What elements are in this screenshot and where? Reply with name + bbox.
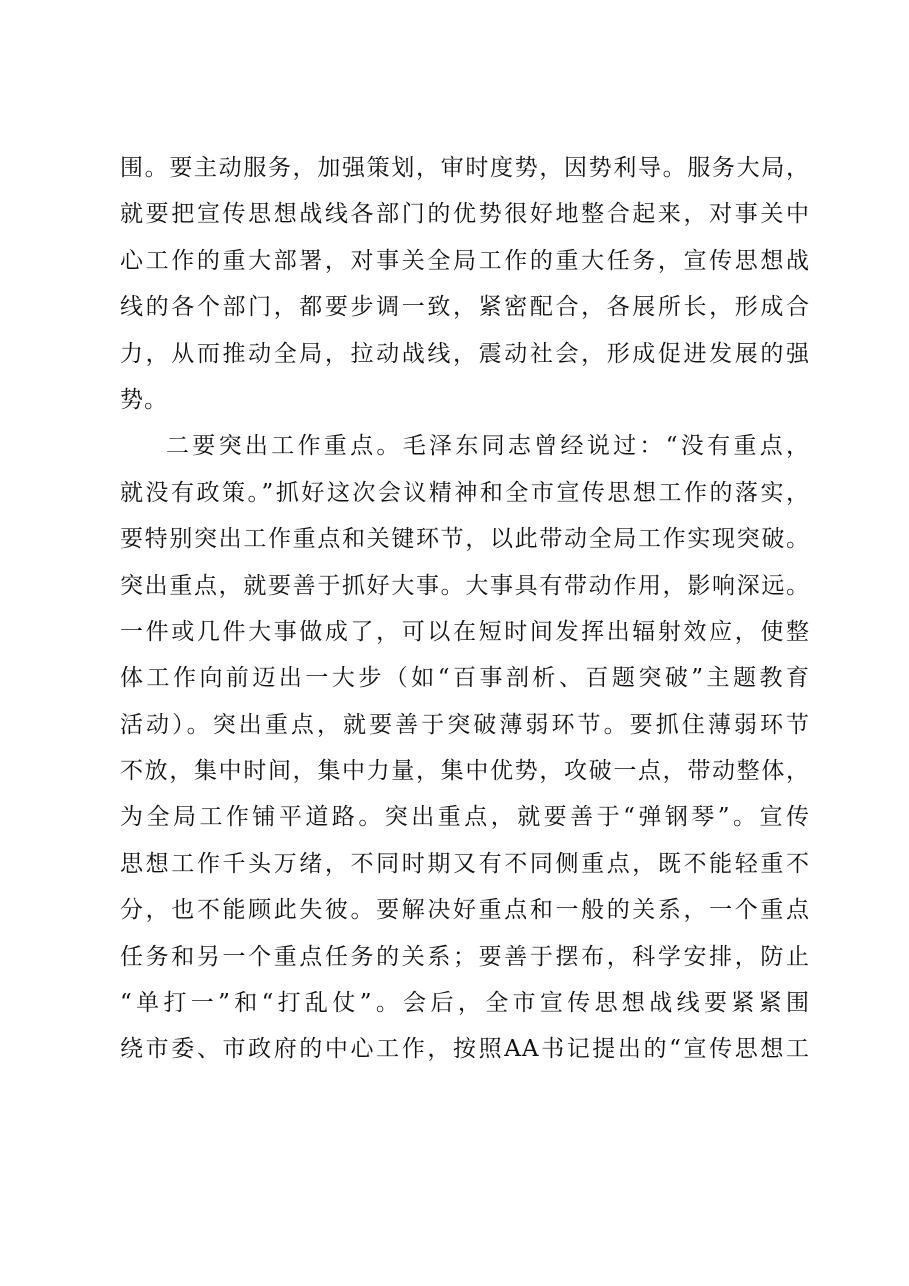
text-line: 一件或几件大事做成了，可以在短时间发挥出辐射效应，使整: [120, 618, 810, 645]
text-line: 势。: [120, 386, 168, 413]
paragraph-1: [120, 145, 810, 423]
text-line: 二要突出工作重点。毛泽东同志曾经说过：“没有重点，: [166, 433, 810, 460]
text-line: 活动）。突出重点，就要善于突破薄弱环节。要抓住薄弱环节: [120, 711, 810, 738]
text-line: 为全局工作铺平道路。突出重点，就要善于“弹钢琴”。宣传: [120, 804, 810, 831]
text-line: 要特别突出工作重点和关键环节，以此带动全局工作实现突破。: [120, 526, 810, 553]
text-line: 心工作的重大部署，对事关全局工作的重大任务，宣传思想战: [120, 247, 810, 274]
text-line: 任务和另一个重点任务的关系；要善于摆布，科学安排，防止: [120, 943, 810, 970]
text-line: 围。要主动服务，加强策划，审时度势，因势利导。服务大局，: [120, 155, 810, 181]
text-line: 力，从而推动全局，拉动战线，震动社会，形成促进发展的强: [120, 340, 810, 367]
text-line: 思想工作千头万绪，不同时期又有不同侧重点，既不能轻重不: [120, 850, 810, 877]
text-line: 就没有政策。”抓好这次会议精神和全市宣传思想工作的落实，: [120, 479, 810, 506]
text-line: 分，也不能顾此失彼。要解决好重点和一般的关系，一个重点: [120, 897, 810, 924]
text-line: 突出重点，就要善于抓好大事。大事具有带动作用，影响深远。: [120, 572, 810, 599]
body-text: [120, 145, 810, 1073]
text-line: 绕市委、市政府的中心工作，按照AA书记提出的“宣传思想工: [120, 1036, 810, 1063]
paragraph-2: [120, 423, 810, 1072]
text-line: 体工作向前迈出一大步（如“百事剖析、百题突破”主题教育: [120, 665, 810, 692]
text-line: 线的各个部门，都要步调一致，紧密配合，各展所长，形成合: [120, 294, 810, 321]
text-line: “单打一”和“打乱仗”。会后，全市宣传思想战线要紧紧围: [120, 990, 810, 1017]
text-line: 就要把宣传思想战线各部门的优势很好地整合起来，对事关中: [120, 201, 810, 228]
text-line: 不放，集中时间，集中力量，集中优势，攻破一点，带动整体，: [120, 758, 810, 785]
